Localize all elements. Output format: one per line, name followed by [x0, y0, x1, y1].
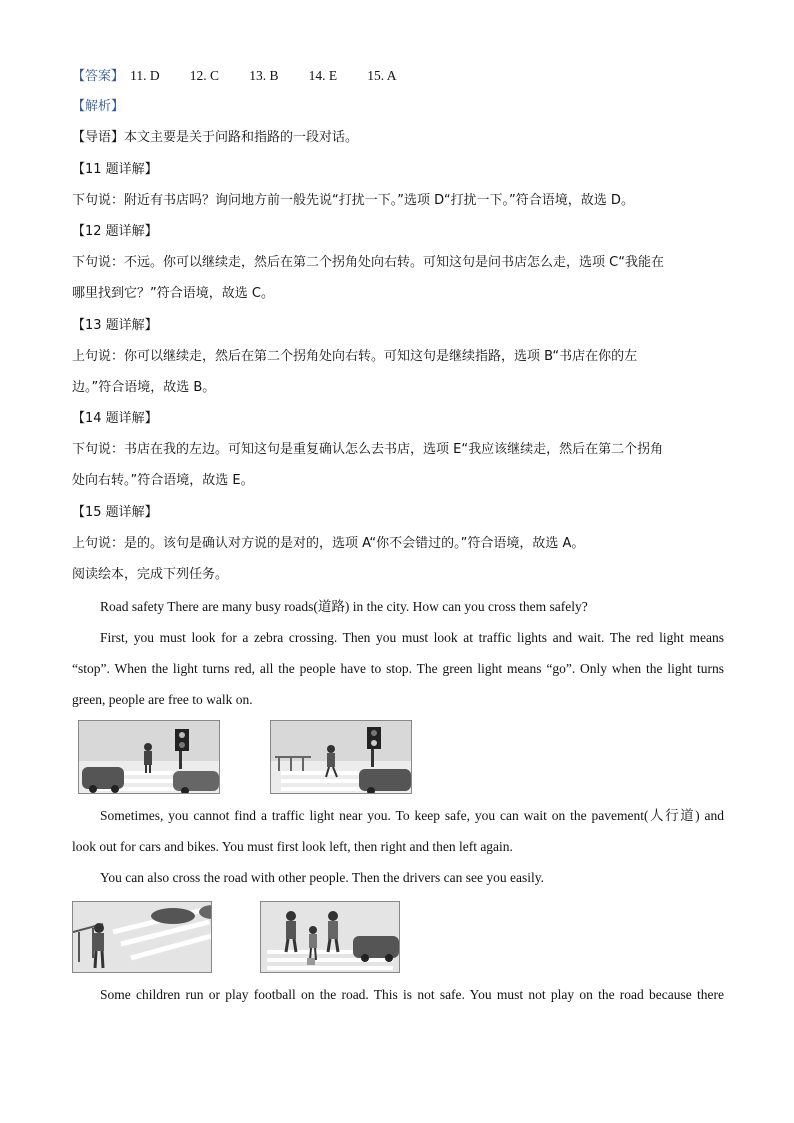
guide-text: 本文主要是关于问路和指路的一段对话。: [124, 130, 359, 145]
q13-label: 【13 题详解】: [72, 318, 158, 333]
q12-text-line2: 哪里找到它？”符合语境，故选 C。: [72, 286, 274, 301]
answer-label: 【答案】: [72, 69, 125, 84]
guide-line: [72, 128, 724, 148]
passage-paragraph-5-line1: Some children run or play football on the road. This is not safe. You must not play on the road because there: [100, 987, 724, 1002]
illustration-cross-with-others: [260, 901, 400, 973]
passage-paragraph-3-line2: look out for cars and bikes. You must first look left, then right and then left again.: [72, 839, 513, 854]
q11-label: 【11 题详解】: [72, 162, 158, 177]
passage-paragraph-2-line1: First, you must look for a zebra crossing. Then you must look at traffic lights and wait. The red light means: [100, 630, 724, 645]
q14-text-line1: 下句说：书店在我的左边。可知这句是重复确认怎么去书店，选项 E“我应该继续走，然后在第二个拐角: [72, 442, 664, 457]
task-instruction: 阅读绘本，完成下列任务。: [72, 567, 229, 582]
answer-item-11: 11. D: [130, 68, 160, 83]
q12-label: 【12 题详解】: [72, 224, 158, 239]
analysis-label: 【解析】: [72, 99, 125, 114]
passage-paragraph-4: You can also cross the road with other people. Then the drivers can see you easily.: [100, 870, 545, 885]
passage-paragraph-3-line1: Sometimes, you cannot find a traffic light near you. To keep safe, you can wait on the pavement(人行道) and: [100, 808, 724, 823]
q13-text-line1: 上句说：你可以继续走，然后在第二个拐角处向右转。可知这句是继续指路，选项 B“书店在你的左: [72, 349, 638, 364]
illustration-green-light: [270, 720, 412, 794]
q13-text-line2: 边。”符合语境，故选 B。: [72, 380, 216, 395]
illustration-red-light: [78, 720, 220, 794]
answer-item-12: 12. C: [189, 68, 220, 83]
illustration-pavement-wait: [72, 901, 212, 973]
guide-label: 【导语】: [72, 130, 125, 145]
q15-text-line1: 上句说：是的。该句是确认对方说的是对的，选项 A“你不会错过的。”符合语境，故选 A。: [72, 536, 585, 551]
q15-label: 【15 题详解】: [72, 505, 158, 520]
passage-paragraph-1: Road safety There are many busy roads(道路) in the city. How can you cross them safely?: [100, 599, 588, 614]
answer-item-14: 14. E: [308, 68, 338, 83]
answer-item-15: 15. A: [367, 68, 397, 83]
passage-paragraph-2-line3: green, people are free to walk on.: [72, 692, 253, 707]
q14-text-line2: 处向右转。”符合语境，故选 E。: [72, 473, 254, 488]
answer-item-13: 13. B: [249, 68, 279, 83]
passage-paragraph-2-line2: “stop”. When the light turns red, all the people have to stop. The green light means “go”. Only when the light turns: [72, 661, 724, 676]
q11-text-line1: 下句说：附近有书店吗？询问地方前一般先说“打扰一下。”选项 D“打扰一下。”符合语境，故选 D。: [72, 193, 634, 208]
q14-label: 【14 题详解】: [72, 411, 158, 426]
answer-line: [72, 66, 724, 87]
q12-text-line1: 下句说：不远。你可以继续走，然后在第二个拐角处向右转。可知这句是问书店怎么走，选项 C“我能在: [72, 255, 664, 270]
